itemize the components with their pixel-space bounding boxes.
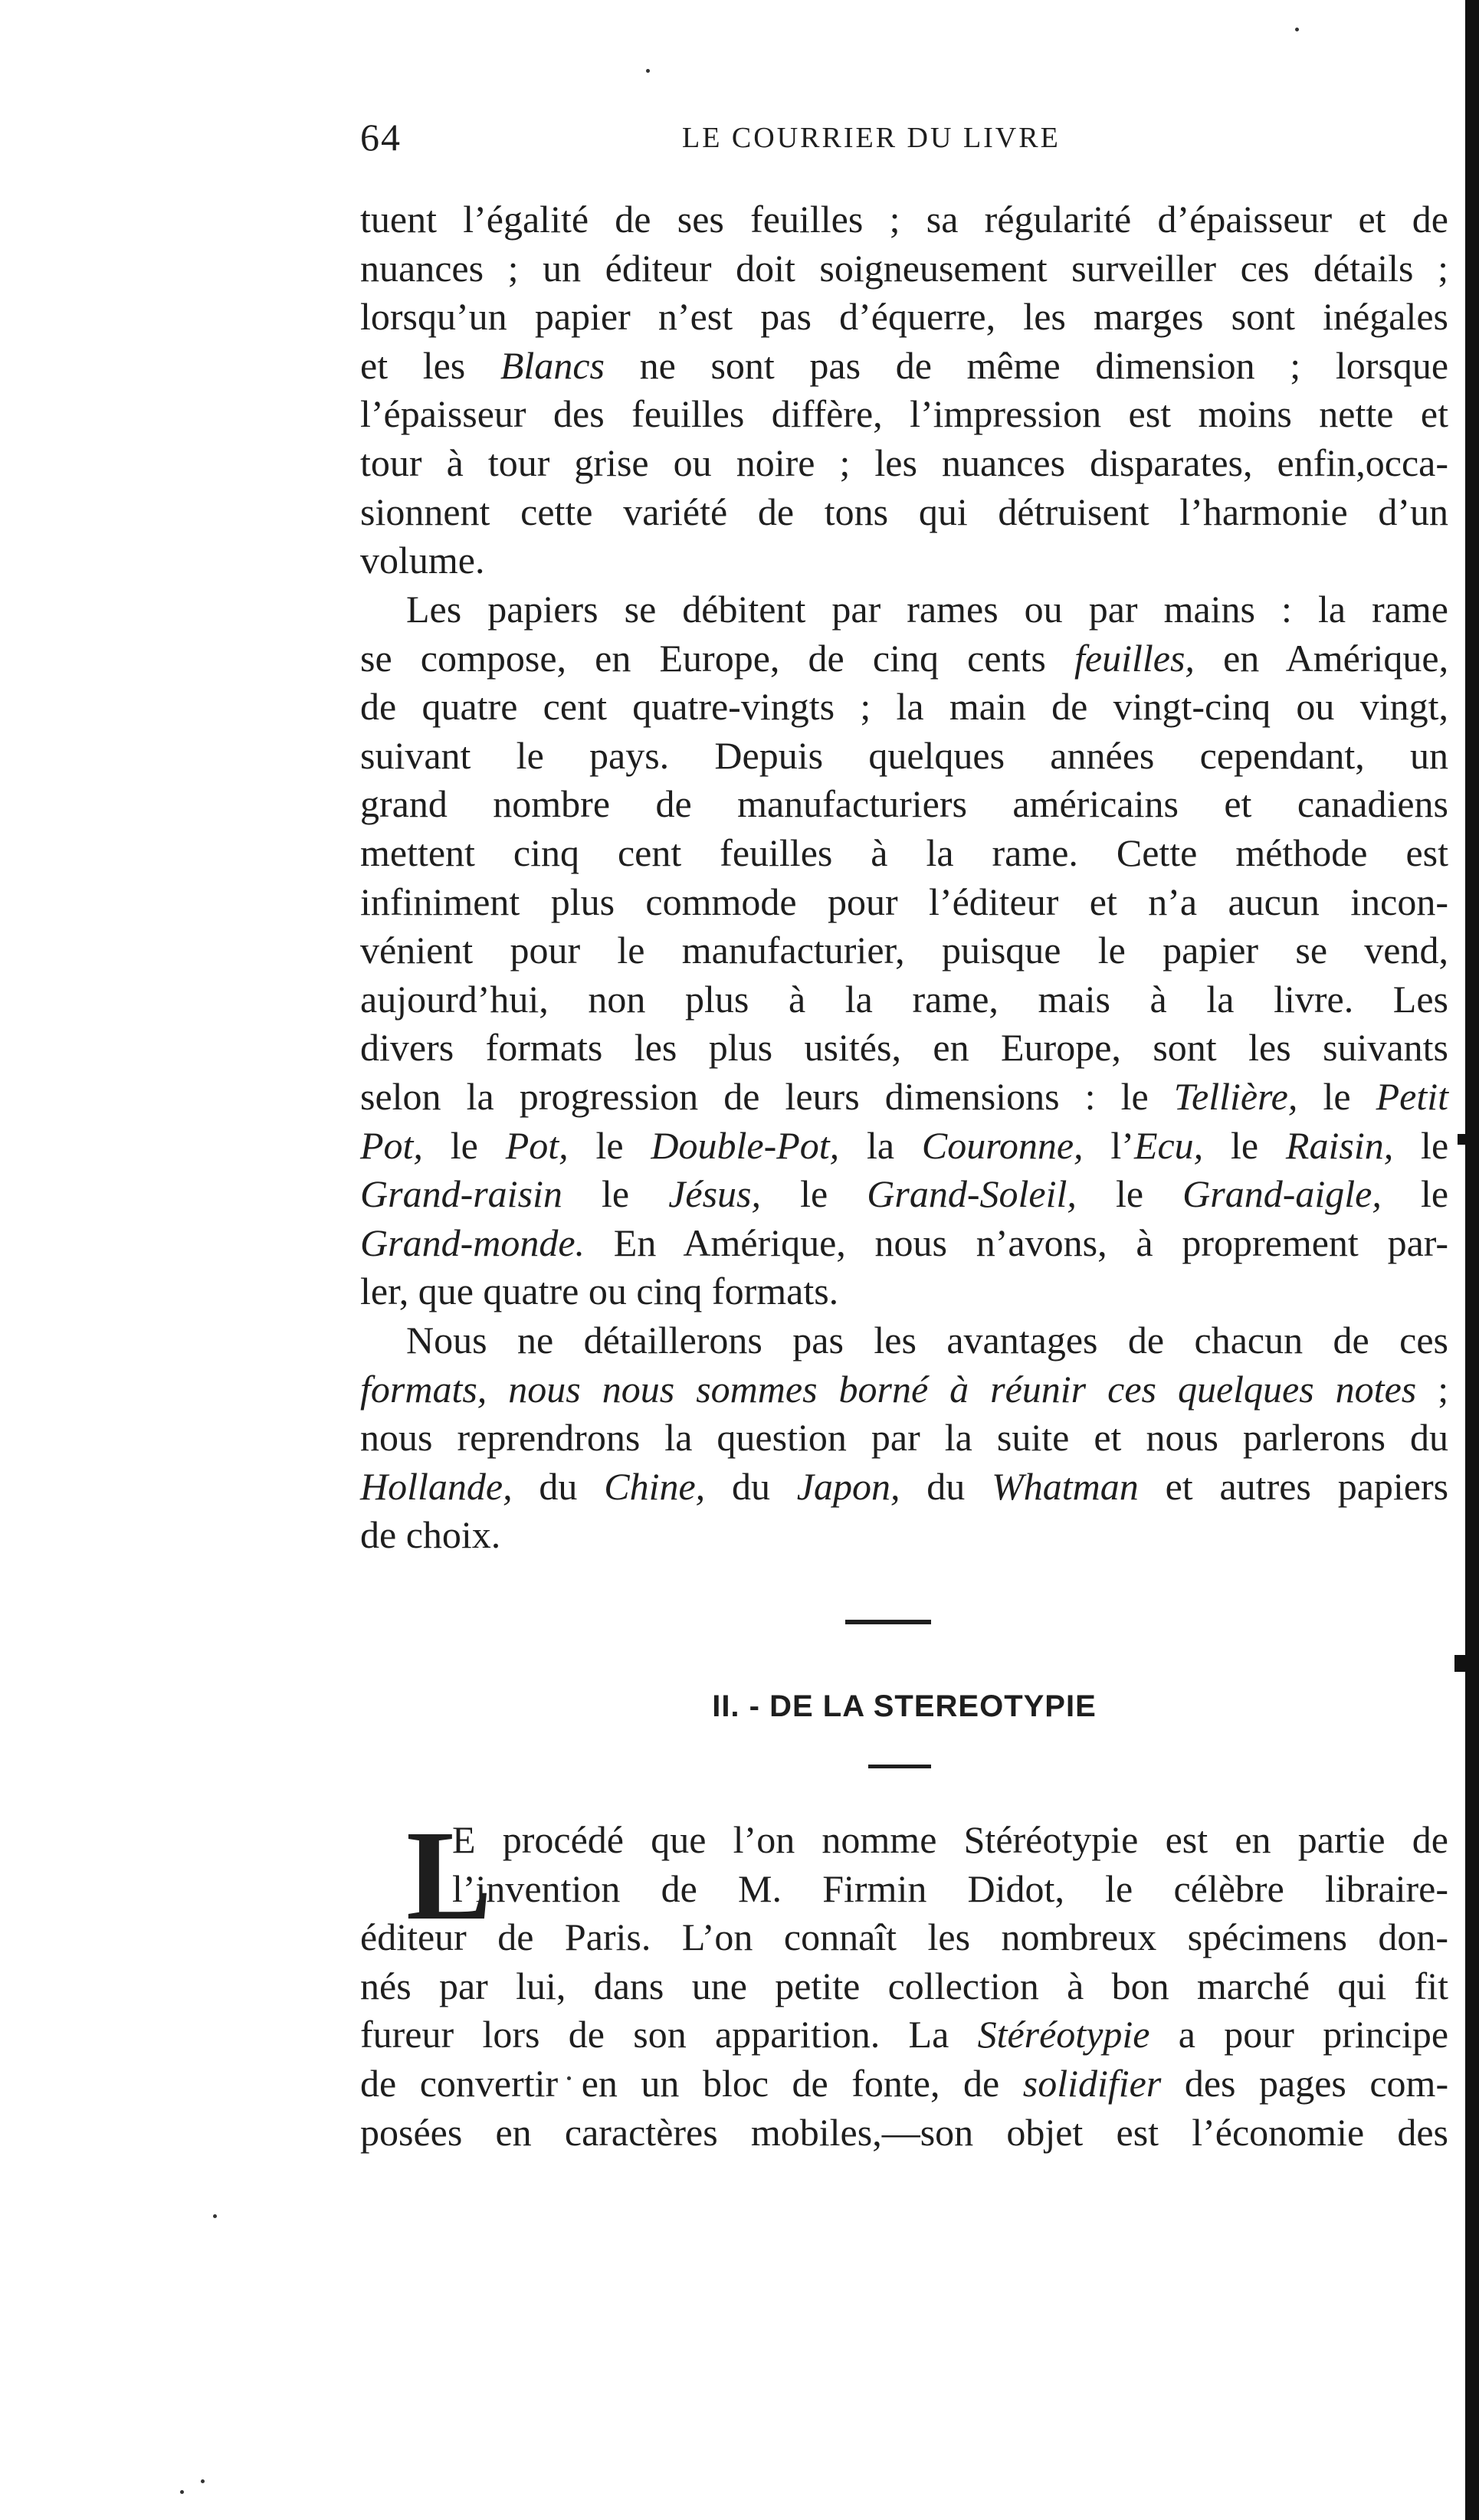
scan-speck xyxy=(646,69,650,73)
paragraph-2 xyxy=(360,585,1448,1316)
text-line: mettent cinq cent feuilles à la rame. Cette méthode est xyxy=(360,831,1448,874)
text-line: et les Blancs ne sont pas de même dimension ; lorsque xyxy=(360,343,1449,387)
text-line: lorsqu’un papier n’est pas d’équerre, les marges sont inégales xyxy=(360,295,1448,339)
text-line: nous reprendrons la question par la suite et nous parlerons du xyxy=(360,1416,1448,1460)
text-line: Les papiers se débitent par rames ou par mains : la rame xyxy=(406,588,1448,631)
text-line: infiniment plus commode pour l’éditeur et n’a aucun incon- xyxy=(360,880,1448,923)
scan-speck xyxy=(201,2479,205,2483)
text-line: se compose, en Europe, de cinq cents feuilles, en Amérique, xyxy=(360,636,1449,680)
text-line: Nous ne détaillerons pas les avantages de chacun de ces xyxy=(406,1319,1448,1362)
text-line: Hollande, du Chine, du Japon, du Whatman et autres papiers xyxy=(360,1464,1449,1508)
scan-speck xyxy=(213,2214,217,2218)
text-line: volume. xyxy=(360,539,485,582)
text-line: suivant le pays. Depuis quelques années cependant, un xyxy=(360,733,1448,777)
text-line: éditeur de Paris. L’on connaît les nombreux spécimens don- xyxy=(360,1915,1448,1959)
section-title: II. - DE LA STEREOTYPIE xyxy=(712,1689,1097,1723)
text-line: E procédé que l’on nomme Stéréotypie est en partie de xyxy=(452,1818,1448,1861)
paragraph-4 xyxy=(360,1804,1449,2157)
drop-cap: L xyxy=(406,1804,493,1947)
text-line: de convertir en un bloc de fonte, de solidifier des pages com- xyxy=(360,2061,1449,2105)
text-line: de choix. xyxy=(360,1513,501,1557)
scan-speck xyxy=(1295,28,1299,31)
text-line: aujourd’hui, non plus à la rame, mais à la livre. Les xyxy=(360,977,1448,1021)
text-line: vénient pour le manufacturier, puisque le papier se vend, xyxy=(360,929,1448,972)
text-line: tour à tour grise ou noire ; les nuances disparates, enfin,occa- xyxy=(360,441,1448,484)
text-line: sionnent cette variété de tons qui détruisent l’harmonie d’un xyxy=(360,490,1448,533)
text-line: Grand-raisin le Jésus, le Grand-Soleil, le Grand-aigle, le xyxy=(360,1172,1449,1216)
text-line: fureur lors de son apparition. La Stéréotypie a pour principe xyxy=(360,2013,1449,2056)
text-line: grand nombre de manufacturiers américains et canadiens xyxy=(360,782,1448,826)
text-line: Pot, le Pot, le Double-Pot, la Couronne, l’Ecu, le Raisin, le xyxy=(360,1123,1449,1167)
text-line: nuances ; un éditeur doit soigneusement surveiller ces détails ; xyxy=(360,246,1448,290)
scan-speck xyxy=(180,2490,184,2494)
text-line: formats, nous nous sommes borné à réunir ces quelques notes ; xyxy=(360,1367,1449,1411)
text-line: l’invention de M. Firmin Didot, le célèbre libraire- xyxy=(452,1866,1448,1910)
text-line: nés par lui, dans une petite collection à bon marché qui fit xyxy=(360,1964,1448,2007)
scan-edge-notch xyxy=(1458,1134,1467,1145)
text-line: de quatre cent quatre-vingts ; la main de vingt-cinq ou vingt, xyxy=(360,685,1448,729)
text-line: tuent l’égalité de ses feuilles ; sa régularité d’épaisseur et de xyxy=(360,198,1448,241)
paragraph-1 xyxy=(360,195,1448,585)
text-line: divers formats les plus usités, en Europe, sont les suivants xyxy=(360,1026,1448,1070)
text-line: l’épaisseur des feuilles diffère, l’impression est moins nette et xyxy=(360,392,1448,436)
page-number: 64 xyxy=(360,116,402,159)
text-line: ler, que quatre ou cinq formats. xyxy=(360,1270,839,1313)
page-header xyxy=(360,115,1448,169)
running-title: LE COURRIER DU LIVRE xyxy=(682,122,1061,154)
section-divider-top xyxy=(845,1620,931,1624)
paragraph-3 xyxy=(360,1316,1448,1560)
text-line: Grand-monde. En Amérique, nous n’avons, à proprement par- xyxy=(360,1221,1449,1264)
section-divider-bottom xyxy=(868,1765,931,1768)
scan-edge xyxy=(1465,0,1479,2520)
scan-edge-notch xyxy=(1454,1655,1467,1672)
text-line: posées en caractères mobiles,—son objet est l’économie des xyxy=(360,2110,1448,2154)
text-line: selon la progression de leurs dimensions : le Tellière, le Petit xyxy=(360,1074,1449,1118)
